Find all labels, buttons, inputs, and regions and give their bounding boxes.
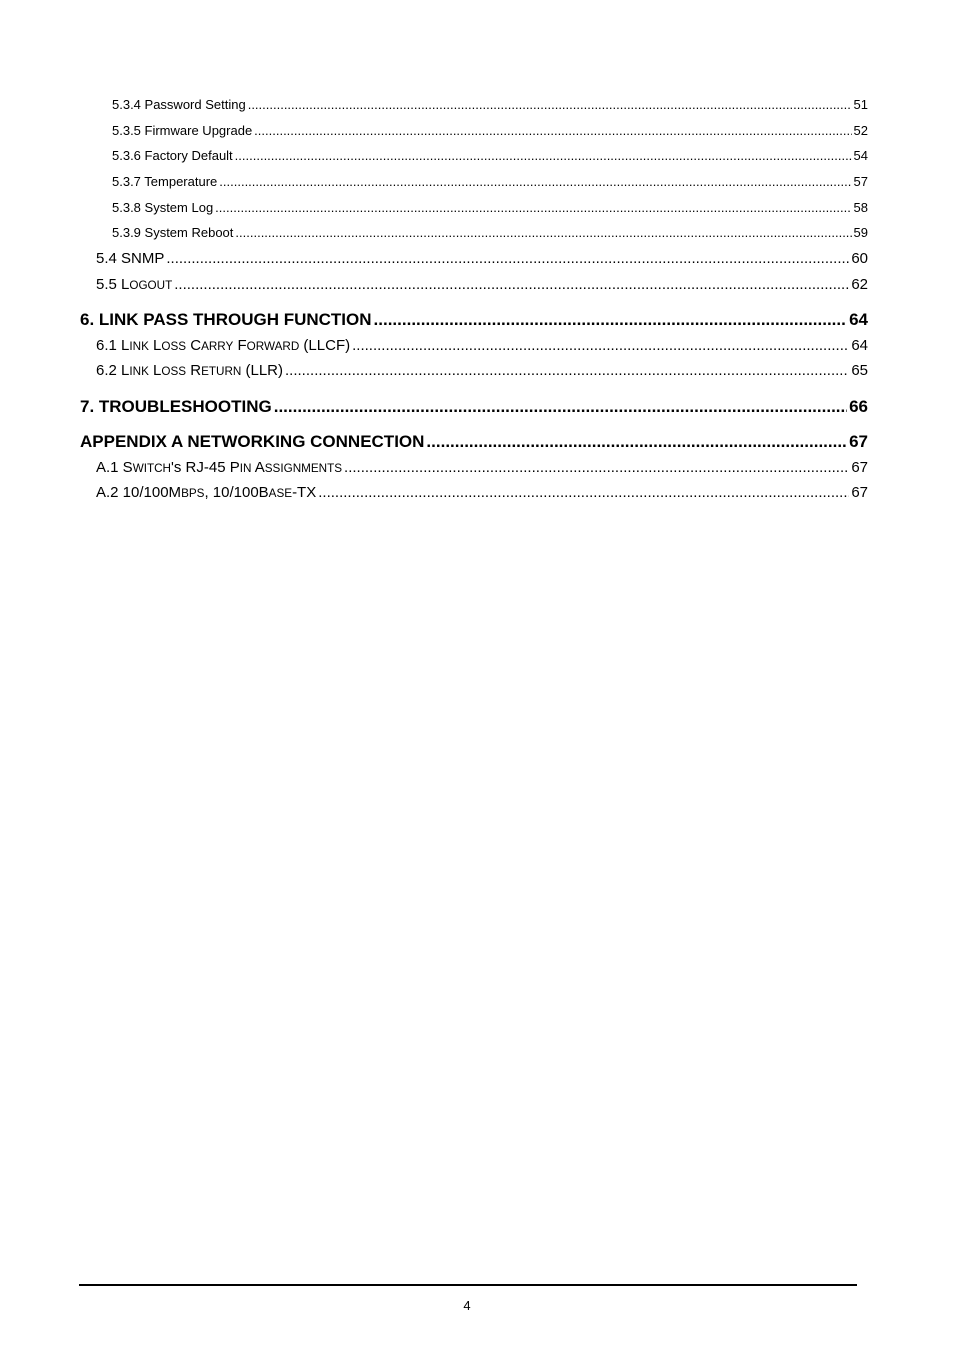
toc-entry-7[interactable] (80, 397, 868, 417)
toc-entry-title: APPENDIX A NETWORKING CONNECTION (80, 432, 425, 451)
title-part: ASE (268, 487, 293, 500)
toc-entry-5-5[interactable] (96, 276, 868, 293)
toc-entry-title: 5.4 SNMP (96, 250, 165, 267)
toc-entry-title (96, 337, 350, 354)
title-part: (LLCF) (299, 337, 351, 354)
toc-entry-title (96, 276, 172, 293)
title-part: C (186, 337, 202, 354)
dot-leader (318, 484, 849, 501)
dot-leader (166, 250, 849, 267)
title-part: -TX (292, 484, 317, 501)
toc-entry-title (96, 362, 283, 379)
title-part: SSIGNMENTS (264, 462, 343, 475)
dot-leader (219, 174, 851, 189)
toc-entry-5-3-4[interactable] (112, 97, 868, 112)
toc-entry-appendix-a[interactable] (80, 432, 868, 452)
toc-entry-5-3-5[interactable] (112, 123, 868, 138)
toc-entry-title: 5.3.4 Password Setting (112, 97, 246, 112)
dot-leader (235, 148, 852, 163)
title-part: A.1 S (96, 459, 133, 476)
dot-leader (254, 123, 851, 138)
dot-leader (235, 225, 851, 240)
title-part: INK (129, 365, 149, 378)
title-part: , 10/100B (204, 484, 269, 501)
toc-entry-6-2[interactable] (96, 362, 868, 379)
title-part: INK (129, 340, 149, 353)
title-part: BPS (181, 487, 205, 500)
title-part: OGOUT (129, 279, 173, 292)
title-part: OSS (161, 340, 187, 353)
toc-entry-page: 58 (853, 200, 868, 215)
dot-leader (215, 200, 851, 215)
toc-entry-title: 7. TROUBLESHOOTING (80, 397, 272, 416)
toc-entry-5-3-9[interactable] (112, 225, 868, 240)
dot-leader (274, 397, 847, 417)
toc-entry-5-3-8[interactable] (112, 200, 868, 215)
dot-leader (344, 459, 849, 476)
title-part: 6.1 L (96, 337, 130, 354)
title-part: F (233, 337, 247, 354)
toc-entry-page: 60 (851, 250, 868, 267)
title-part: (LLR) (241, 362, 284, 379)
toc-entry-page: 54 (853, 148, 868, 163)
toc-entry-page: 67 (849, 432, 868, 451)
toc-entry-title: 6. LINK PASS THROUGH FUNCTION (80, 310, 372, 329)
toc-entry-page: 64 (849, 310, 868, 329)
title-part: ORWARD (246, 340, 300, 353)
toc-entry-6[interactable] (80, 310, 868, 330)
title-part: 5.5 L (96, 276, 130, 293)
dot-leader (174, 276, 849, 293)
toc-entry-title: 5.3.9 System Reboot (112, 225, 234, 240)
toc-entry-page: 57 (853, 174, 868, 189)
dot-leader (374, 310, 848, 330)
toc-entry-title: 5.3.6 Factory Default (112, 148, 233, 163)
toc-entry-page: 67 (851, 459, 868, 476)
toc-entry-page: 64 (851, 337, 868, 354)
toc-entry-5-3-7[interactable] (112, 174, 868, 189)
toc-entry-title (96, 459, 342, 476)
toc-entry-5-4[interactable] (96, 250, 868, 267)
toc-entry-page: 59 (853, 225, 868, 240)
title-part: 's RJ-45 P (171, 459, 240, 476)
footer-rule (79, 1284, 857, 1286)
dot-leader (285, 362, 849, 379)
toc-entry-page: 65 (851, 362, 868, 379)
toc-entry-title (96, 484, 316, 501)
toc-entry-a-1[interactable] (96, 459, 868, 476)
toc-entry-page: 67 (851, 484, 868, 501)
title-part: OSS (161, 365, 187, 378)
title-part: L (148, 337, 162, 354)
dot-leader (352, 337, 849, 354)
title-part: ARRY (201, 340, 234, 353)
title-part: R (186, 362, 202, 379)
toc-entry-page: 62 (851, 276, 868, 293)
toc-entry-page: 66 (849, 397, 868, 416)
title-part: ETURN (201, 365, 242, 378)
toc-entry-5-3-6[interactable] (112, 148, 868, 163)
title-part: A.2 10/100M (96, 484, 182, 501)
page-number: 4 (463, 1298, 471, 1313)
title-part: WITCH (132, 462, 171, 475)
toc-entry-title: 5.3.5 Firmware Upgrade (112, 123, 253, 138)
toc-entry-6-1[interactable] (96, 337, 868, 354)
title-part: L (148, 362, 162, 379)
title-part: 6.2 L (96, 362, 130, 379)
toc-entry-page: 52 (853, 123, 868, 138)
toc-entry-title: 5.3.8 System Log (112, 200, 214, 215)
dot-leader (248, 97, 852, 112)
toc-entry-page: 51 (853, 97, 868, 112)
toc-entry-title: 5.3.7 Temperature (112, 174, 218, 189)
dot-leader (426, 432, 847, 452)
toc-entry-a-2[interactable] (96, 484, 868, 501)
title-part: A (251, 459, 265, 476)
title-part: IN (239, 462, 252, 475)
